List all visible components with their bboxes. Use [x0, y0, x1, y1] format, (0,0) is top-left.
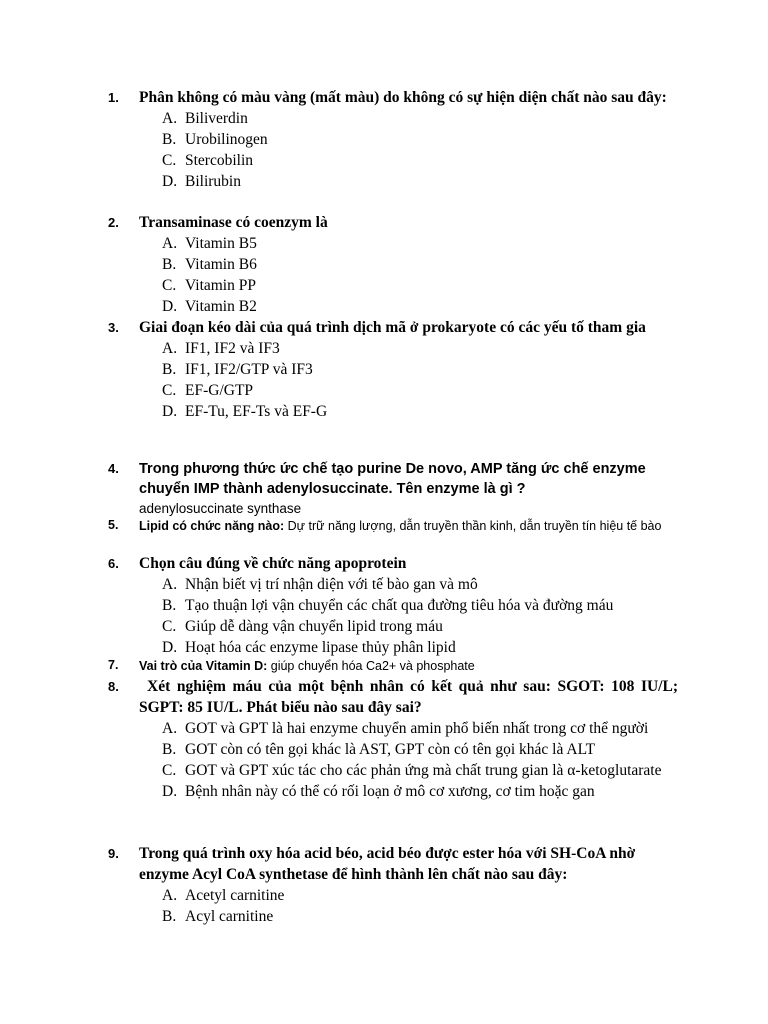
option-text: Urobilinogen — [185, 131, 268, 148]
question-text — [139, 518, 678, 535]
option-letter: C. — [162, 277, 177, 294]
option-b — [162, 359, 678, 380]
option-letter: B. — [162, 597, 177, 614]
option-letter: C. — [162, 152, 177, 169]
option-b — [162, 595, 678, 616]
option-d — [162, 637, 678, 658]
option-text: Vitamin B5 — [185, 235, 257, 252]
option-c — [162, 616, 678, 637]
question-5 — [108, 518, 678, 535]
question-1 — [108, 87, 678, 192]
question-9 — [108, 843, 678, 927]
option-text: Acetyl carnitine — [185, 887, 285, 904]
option-text: Stercobilin — [185, 152, 254, 169]
answer-text: adenylosuccinate synthase — [139, 501, 302, 516]
option-text: Acyl carnitine — [185, 908, 274, 925]
option-letter: B. — [162, 131, 177, 148]
option-d — [162, 296, 678, 317]
option-c — [162, 760, 678, 781]
option-letter: A. — [162, 887, 178, 904]
question-number: 2. — [108, 215, 119, 230]
option-letter: A. — [162, 576, 178, 593]
question-text: Phân không có màu vàng (mất màu) do không có sự hiện diện chất nào sau đây: — [139, 89, 667, 106]
option-letter: B. — [162, 361, 177, 378]
option-b — [162, 129, 678, 150]
question-text: Chọn câu đúng về chức năng apoprotein — [139, 555, 407, 572]
question-number: 9. — [108, 846, 119, 861]
option-letter: D. — [162, 298, 178, 315]
option-letter: D. — [162, 783, 178, 800]
option-a — [162, 233, 678, 254]
option-letter: A. — [162, 110, 178, 127]
answer-text: giúp chuyển hóa Ca2+ và phosphate — [267, 659, 475, 673]
option-text: Vitamin PP — [185, 277, 256, 294]
option-text: IF1, IF2/GTP và IF3 — [185, 361, 313, 378]
option-text: Biliverdin — [185, 110, 248, 127]
option-d — [162, 171, 678, 192]
question-number: 4. — [108, 461, 119, 476]
question-number: 7. — [108, 658, 119, 672]
option-c — [162, 380, 678, 401]
option-letter: C. — [162, 762, 177, 779]
question-text: Trong phương thức ức chế tạo purine De novo, AMP tăng ức chế enzyme chuyển IMP thành adenylosuccinate. Tên enzyme là gì ? — [139, 461, 646, 497]
option-text: GOT và GPT xúc tác cho các phản ứng mà chất trung gian là α-ketoglutarate — [185, 762, 662, 779]
option-c — [162, 275, 678, 296]
question-8 — [108, 676, 678, 802]
option-text: IF1, IF2 và IF3 — [185, 340, 280, 357]
question-label: Lipid có chức năng nào: — [139, 519, 285, 533]
option-a — [162, 718, 678, 739]
option-letter: D. — [162, 173, 178, 190]
option-list — [162, 885, 678, 927]
option-letter: D. — [162, 639, 178, 656]
option-letter: D. — [162, 403, 178, 420]
option-text: Tạo thuận lợi vận chuyển các chất qua đường tiêu hóa và đường máu — [185, 597, 614, 614]
question-number: 5. — [108, 518, 119, 532]
option-list — [162, 338, 678, 422]
option-letter: A. — [162, 340, 178, 357]
option-list — [162, 233, 678, 317]
question-number: 3. — [108, 320, 119, 335]
question-3 — [108, 317, 678, 422]
question-6 — [108, 553, 678, 658]
option-text: Vitamin B6 — [185, 256, 257, 273]
option-a — [162, 108, 678, 129]
option-text: Nhận biết vị trí nhận diện với tế bào gan và mô — [185, 576, 478, 593]
option-text: Hoạt hóa các enzyme lipase thủy phân lipid — [185, 639, 456, 656]
option-text: Vitamin B2 — [185, 298, 257, 315]
question-text — [139, 658, 678, 675]
option-text: Bilirubin — [185, 173, 241, 190]
option-a — [162, 885, 678, 906]
question-number: 6. — [108, 556, 119, 571]
option-b — [162, 739, 678, 760]
option-list — [162, 718, 678, 802]
question-2 — [108, 212, 678, 317]
option-list — [162, 574, 678, 658]
question-4 — [108, 459, 678, 518]
question-text: Xét nghiệm máu của một bệnh nhân có kết quả như sau: SGOT: 108 IU/L; SGPT: 85 IU/L. Phát biểu nào sau đây sai? — [139, 678, 678, 716]
question-number: 1. — [108, 90, 119, 105]
option-d — [162, 781, 678, 802]
option-b — [162, 254, 678, 275]
question-7 — [108, 658, 678, 675]
question-text: Transaminase có coenzym là — [139, 214, 328, 231]
option-letter: A. — [162, 235, 178, 252]
option-letter: A. — [162, 720, 178, 737]
option-letter: C. — [162, 618, 177, 635]
question-number: 8. — [108, 679, 119, 694]
option-b — [162, 906, 678, 927]
option-list — [162, 108, 678, 192]
question-text: Trong quá trình oxy hóa acid béo, acid béo được ester hóa với SH-CoA nhờ enzyme Acyl CoA synthetase để hình thành lên chất nào sau đây: — [139, 845, 636, 883]
option-text: Bệnh nhân này có thể có rối loạn ở mô cơ xương, cơ tim hoặc gan — [185, 783, 595, 800]
question-label: Vai trò của Vitamin D: — [139, 659, 268, 673]
option-a — [162, 574, 678, 595]
option-letter: B. — [162, 256, 177, 273]
option-text: GOT và GPT là hai enzyme chuyển amin phổ biến nhất trong cơ thể người — [185, 720, 649, 737]
option-text: Giúp dễ dàng vận chuyển lipid trong máu — [185, 618, 443, 635]
answer-text: Dự trữ năng lượng, dẫn truyền thần kinh, dẫn truyền tín hiệu tế bào — [284, 519, 662, 533]
option-letter: B. — [162, 908, 177, 925]
option-text: EF-G/GTP — [185, 382, 254, 399]
option-text: EF-Tu, EF-Ts và EF-G — [185, 403, 328, 420]
option-d — [162, 401, 678, 422]
option-c — [162, 150, 678, 171]
option-text: GOT còn có tên gọi khác là AST, GPT còn có tên gọi khác là ALT — [185, 741, 596, 758]
option-letter: B. — [162, 741, 177, 758]
question-text: Giai đoạn kéo dài của quá trình dịch mã ở prokaryote có các yếu tố tham gia — [139, 319, 646, 336]
option-a — [162, 338, 678, 359]
option-letter: C. — [162, 382, 177, 399]
